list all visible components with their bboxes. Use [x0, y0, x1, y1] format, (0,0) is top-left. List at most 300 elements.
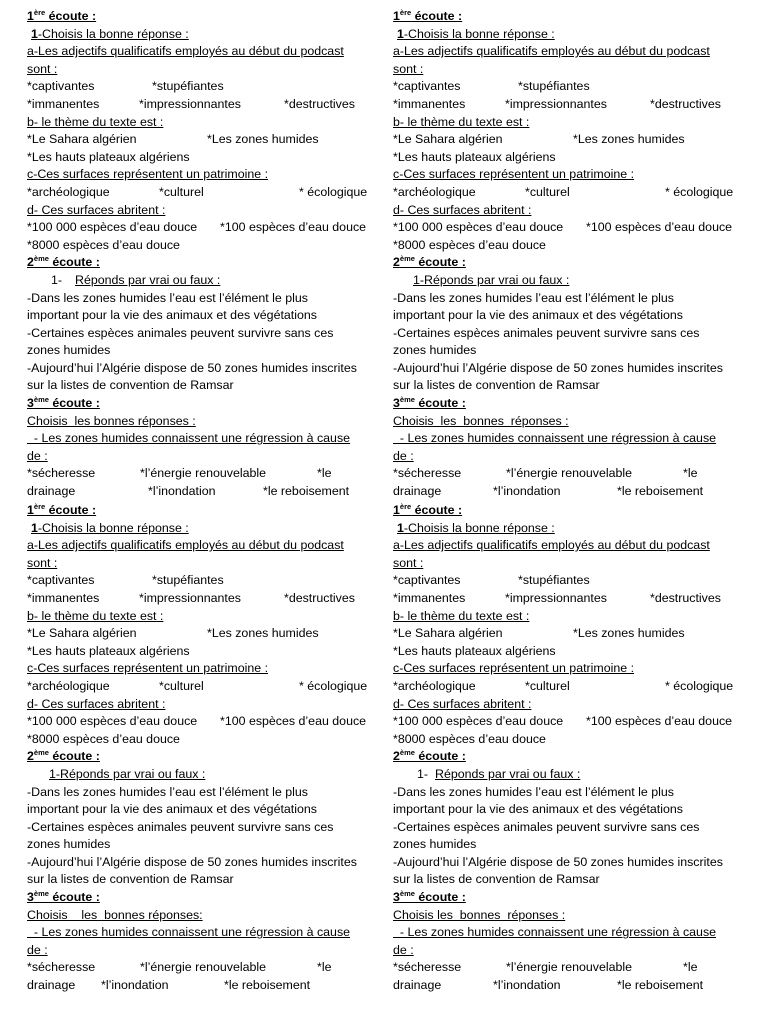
- question-d-line: [393, 202, 743, 220]
- statement-text: -Aujourd’hui l’Algérie dispose de 50 zones humides inscrites: [27, 360, 357, 375]
- regression-text: de :: [27, 448, 48, 463]
- adjective-options: [393, 78, 743, 96]
- option-culturel: *culturel: [525, 678, 570, 693]
- option-ecologique: * écologique: [665, 678, 734, 693]
- option-le: *le: [317, 466, 332, 481]
- statement-text: zones humides: [27, 837, 111, 852]
- option-sahara: *Le Sahara algérien: [393, 132, 503, 147]
- ecoute-1-heading-label: écoute :: [45, 9, 97, 23]
- statement-line: [393, 836, 743, 854]
- option-stupefiantes: *stupéfiantes: [518, 573, 590, 588]
- option-captivantes: *captivantes: [393, 79, 461, 94]
- ecoute-3-heading-superscript: ème: [33, 889, 49, 899]
- statement-line: [393, 819, 743, 837]
- question-c-text: c-Ces surfaces représentent un patrimoine :: [27, 661, 269, 676]
- question-a-line: [27, 555, 377, 573]
- statement-text: zones humides: [393, 837, 477, 852]
- worksheet-copy: [27, 502, 377, 995]
- choose-text: Choisis les bonnes réponses:: [27, 907, 203, 922]
- especes-options: [393, 219, 743, 237]
- true-false-text: 1-Réponds par vrai ou faux :: [49, 766, 206, 781]
- option-reboisement: *le reboisement: [224, 978, 311, 993]
- ecoute-2-heading-label: écoute :: [48, 749, 100, 764]
- statement-line: [27, 836, 377, 854]
- especes-options: [27, 713, 377, 731]
- statement-line: [27, 290, 377, 308]
- question-a-text: a-Les adjectifs qualificatifs employés au début du podcast: [393, 538, 710, 553]
- option-drainage: drainage: [393, 978, 442, 993]
- theme-options: [393, 149, 743, 167]
- option-archeologique: *archéologique: [393, 184, 476, 199]
- theme-options: [27, 131, 377, 149]
- ecoute-3-heading: [393, 889, 743, 907]
- regression-text: - Les zones humides connaissent une régression à cause: [27, 431, 351, 446]
- option-culturel: *culturel: [159, 678, 204, 693]
- ecoute-2-heading: [393, 748, 743, 766]
- ecoute-3-heading-label: écoute :: [414, 890, 466, 905]
- ecoute-1-heading: [393, 8, 743, 26]
- regression-question: [27, 924, 377, 942]
- cause-options: [393, 959, 743, 977]
- option-100-especes: *100 espèces d’eau douce: [220, 714, 367, 729]
- statement-text: -Aujourd’hui l’Algérie dispose de 50 zones humides inscrites: [393, 854, 723, 869]
- option-energie-renouvelable: *l’énergie renouvelable: [140, 466, 267, 481]
- statement-line: [393, 854, 743, 872]
- ecoute-1-heading: [393, 502, 743, 520]
- option-energie-renouvelable: *l’énergie renouvelable: [506, 466, 633, 481]
- question-a-line: [27, 43, 377, 61]
- option-archeologique: *archéologique: [393, 678, 476, 693]
- statement-line: [27, 854, 377, 872]
- option-drainage: drainage: [27, 484, 76, 499]
- question-d-text: d- Ces surfaces abritent :: [393, 696, 532, 711]
- option-energie-renouvelable: *l’énergie renouvelable: [506, 960, 633, 975]
- choose-text: Choisis les bonnes réponses :: [393, 413, 569, 428]
- option-hauts-plateaux: *Les hauts plateaux algériens: [27, 149, 190, 164]
- option-immanentes: *immanentes: [393, 96, 466, 111]
- option-captivantes: *captivantes: [393, 573, 461, 588]
- ecoute-1-heading-number: 1: [27, 9, 34, 23]
- option-100000-especes: *100 000 espèces d’eau douce: [27, 714, 198, 729]
- question-a-text: sont :: [27, 61, 58, 76]
- option-archeologique: *archéologique: [27, 184, 110, 199]
- option-100-especes: *100 espèces d’eau douce: [586, 714, 733, 729]
- option-secheresse: *sécheresse: [27, 466, 96, 481]
- question-b-line: [393, 608, 743, 626]
- question-1-text: -Choisis la bonne réponse :: [403, 520, 555, 535]
- choose-instruction: [393, 413, 743, 431]
- statement-text: sur la listes de convention de Ramsar: [27, 872, 234, 887]
- option-secheresse: *sécheresse: [393, 466, 462, 481]
- question-d-line: [393, 696, 743, 714]
- choose-text: Choisis les bonnes réponses :: [27, 413, 196, 428]
- ecoute-1-heading-superscript: ère: [399, 8, 412, 17]
- ecoute-1-heading-superscript: ère: [399, 502, 412, 511]
- regression-question: [27, 448, 377, 466]
- statement-text: -Dans les zones humides l’eau est l’élément le plus: [393, 784, 674, 799]
- question-c-text: c-Ces surfaces représentent un patrimoine :: [393, 167, 635, 182]
- question-1-text: -Choisis la bonne réponse :: [37, 26, 189, 41]
- option-destructives: *destructives: [284, 590, 355, 605]
- question-1-heading: [393, 520, 743, 538]
- true-false-instruction: [27, 272, 377, 290]
- option-impressionnantes: *impressionnantes: [505, 590, 607, 605]
- option-le: *le: [317, 960, 332, 975]
- question-a-line: [27, 61, 377, 79]
- ecoute-2-heading-superscript: ème: [33, 748, 49, 758]
- option-drainage: drainage: [27, 978, 76, 993]
- ecoute-3-heading-label: écoute :: [414, 396, 466, 411]
- ecoute-3-heading-number: 3: [393, 890, 400, 905]
- worksheet-copy: [27, 8, 377, 501]
- question-a-line: [393, 43, 743, 61]
- ecoute-2-heading-label: écoute :: [414, 255, 466, 270]
- choose-instruction: [27, 413, 377, 431]
- ecoute-3-heading: [27, 395, 377, 413]
- question-c-line: [27, 166, 377, 184]
- statement-text: sur la listes de convention de Ramsar: [393, 378, 600, 393]
- statement-text: zones humides: [27, 343, 111, 358]
- ecoute-3-heading-superscript: ème: [399, 889, 415, 899]
- option-impressionnantes: *impressionnantes: [139, 96, 241, 111]
- question-1-number: 1: [397, 520, 404, 535]
- statement-line: [27, 871, 377, 889]
- option-stupefiantes: *stupéfiantes: [518, 79, 590, 94]
- question-c-line: [27, 660, 377, 678]
- question-c-text: c-Ces surfaces représentent un patrimoine :: [27, 167, 269, 182]
- true-false-text: Réponds par vrai ou faux :: [435, 766, 581, 781]
- option-reboisement: *le reboisement: [263, 484, 350, 499]
- question-b-text: b- le thème du texte est :: [393, 608, 530, 623]
- statement-line: [27, 360, 377, 378]
- statement-text: important pour la vie des animaux et des végétations: [393, 802, 683, 817]
- statement-line: [27, 801, 377, 819]
- option-sahara: *Le Sahara algérien: [393, 626, 503, 641]
- ecoute-2-heading-number: 2: [27, 255, 34, 270]
- question-d-line: [27, 202, 377, 220]
- ecoute-2-heading: [27, 748, 377, 766]
- regression-question: [27, 430, 377, 448]
- statement-text: -Dans les zones humides l’eau est l’élément le plus: [27, 290, 308, 305]
- patrimoine-options: [27, 678, 377, 696]
- statement-text: zones humides: [393, 343, 477, 358]
- patrimoine-options: [393, 184, 743, 202]
- statement-line: [393, 801, 743, 819]
- worksheet-copy: [393, 8, 743, 501]
- regression-text: de :: [393, 942, 414, 957]
- adjective-options: [27, 96, 377, 114]
- question-a-text: sont :: [393, 61, 424, 76]
- statement-line: [27, 307, 377, 325]
- option-100-especes: *100 espèces d’eau douce: [586, 220, 733, 235]
- adjective-options: [393, 572, 743, 590]
- question-b-text: b- le thème du texte est :: [393, 114, 530, 129]
- option-energie-renouvelable: *l’énergie renouvelable: [140, 960, 267, 975]
- question-d-line: [27, 696, 377, 714]
- adjective-options: [393, 96, 743, 114]
- cause-options: [27, 483, 377, 501]
- question-1-heading: [27, 520, 377, 538]
- option-reboisement: *le reboisement: [617, 484, 704, 499]
- option-zones-humides: *Les zones humides: [573, 132, 685, 147]
- question-a-text: a-Les adjectifs qualificatifs employés au début du podcast: [393, 44, 710, 59]
- cause-options: [393, 977, 743, 995]
- statement-line: [393, 307, 743, 325]
- ecoute-3-heading-label: écoute :: [48, 396, 100, 411]
- option-drainage: drainage: [393, 484, 442, 499]
- question-a-line: [393, 555, 743, 573]
- option-immanentes: *immanentes: [393, 590, 466, 605]
- option-archeologique: *archéologique: [27, 678, 110, 693]
- question-a-text: sont :: [27, 555, 58, 570]
- question-b-line: [27, 608, 377, 626]
- ecoute-3-heading: [27, 889, 377, 907]
- regression-question: [393, 448, 743, 466]
- question-1-text: -Choisis la bonne réponse :: [403, 26, 555, 41]
- question-1-number: 1: [31, 26, 38, 41]
- option-reboisement: *le reboisement: [617, 978, 704, 993]
- adjective-options: [27, 590, 377, 608]
- regression-text: - Les zones humides connaissent une régression à cause: [27, 925, 351, 940]
- option-inondation: *l’inondation: [101, 978, 169, 993]
- question-b-text: b- le thème du texte est :: [27, 114, 164, 129]
- statement-text: important pour la vie des animaux et des végétations: [27, 308, 317, 323]
- statement-line: [393, 342, 743, 360]
- ecoute-3-heading: [393, 395, 743, 413]
- statement-text: -Certaines espèces animales peuvent survivre sans ces: [27, 819, 334, 834]
- choose-text: Choisis les bonnes réponses :: [393, 907, 566, 922]
- cause-options: [27, 977, 377, 995]
- question-b-line: [393, 114, 743, 132]
- option-impressionnantes: *impressionnantes: [139, 590, 241, 605]
- statement-line: [27, 784, 377, 802]
- statement-line: [393, 325, 743, 343]
- option-hauts-plateaux: *Les hauts plateaux algériens: [393, 149, 556, 164]
- question-1-heading: [393, 26, 743, 44]
- ecoute-3-heading-superscript: ème: [33, 395, 49, 405]
- regression-question: [393, 430, 743, 448]
- statement-line: [27, 342, 377, 360]
- option-destructives: *destructives: [284, 96, 355, 111]
- regression-question: [393, 924, 743, 942]
- option-ecologique: * écologique: [665, 184, 734, 199]
- question-c-text: c-Ces surfaces représentent un patrimoine :: [393, 661, 635, 676]
- question-d-text: d- Ces surfaces abritent :: [27, 696, 166, 711]
- especes-options: [393, 731, 743, 749]
- cause-options: [393, 483, 743, 501]
- cause-options: [27, 959, 377, 977]
- question-a-text: a-Les adjectifs qualificatifs employés au début du podcast: [27, 538, 344, 553]
- statement-text: sur la listes de convention de Ramsar: [393, 872, 600, 887]
- option-secheresse: *sécheresse: [27, 960, 96, 975]
- option-zones-humides: *Les zones humides: [207, 132, 319, 147]
- statement-line: [27, 819, 377, 837]
- ecoute-1-heading-label: écoute :: [411, 503, 463, 517]
- question-1-text: -Choisis la bonne réponse :: [37, 520, 189, 535]
- question-d-text: d- Ces surfaces abritent :: [27, 202, 166, 217]
- option-le: *le: [683, 960, 698, 975]
- regression-text: - Les zones humides connaissent une régression à cause: [393, 431, 717, 446]
- option-8000-especes: *8000 espèces d’eau douce: [393, 731, 546, 746]
- statement-text: -Dans les zones humides l’eau est l’élément le plus: [393, 290, 674, 305]
- especes-options: [27, 237, 377, 255]
- option-immanentes: *immanentes: [27, 590, 100, 605]
- ecoute-3-heading-number: 3: [27, 396, 34, 411]
- especes-options: [27, 219, 377, 237]
- regression-text: de :: [27, 942, 48, 957]
- ecoute-1-heading-label: écoute :: [45, 503, 97, 517]
- true-false-number: 1-: [51, 272, 63, 287]
- ecoute-3-heading-number: 3: [27, 890, 34, 905]
- question-a-line: [393, 61, 743, 79]
- statement-line: [27, 325, 377, 343]
- regression-text: de :: [393, 448, 414, 463]
- option-8000-especes: *8000 espèces d’eau douce: [393, 237, 546, 252]
- option-zones-humides: *Les zones humides: [207, 626, 319, 641]
- ecoute-2-heading: [393, 254, 743, 272]
- statement-text: -Aujourd’hui l’Algérie dispose de 50 zones humides inscrites: [393, 360, 723, 375]
- statement-text: important pour la vie des animaux et des végétations: [27, 802, 317, 817]
- true-false-number: 1-: [417, 766, 429, 781]
- cause-options: [27, 465, 377, 483]
- ecoute-2-heading-superscript: ème: [399, 748, 415, 758]
- option-sahara: *Le Sahara algérien: [27, 626, 137, 641]
- option-inondation: *l’inondation: [148, 484, 216, 499]
- true-false-instruction: [393, 766, 743, 784]
- adjective-options: [27, 572, 377, 590]
- theme-options: [393, 131, 743, 149]
- ecoute-1-heading-number: 1: [393, 503, 400, 517]
- ecoute-3-heading-number: 3: [393, 396, 400, 411]
- ecoute-2-heading-label: écoute :: [414, 749, 466, 764]
- question-1-heading: [27, 26, 377, 44]
- true-false-instruction: [393, 272, 743, 290]
- choose-instruction: [27, 907, 377, 925]
- option-stupefiantes: *stupéfiantes: [152, 573, 224, 588]
- option-100000-especes: *100 000 espèces d’eau douce: [393, 714, 564, 729]
- regression-text: - Les zones humides connaissent une régression à cause: [393, 925, 717, 940]
- adjective-options: [393, 590, 743, 608]
- option-secheresse: *sécheresse: [393, 960, 462, 975]
- patrimoine-options: [393, 678, 743, 696]
- especes-options: [393, 237, 743, 255]
- ecoute-2-heading: [27, 254, 377, 272]
- option-culturel: *culturel: [159, 184, 204, 199]
- option-destructives: *destructives: [650, 96, 721, 111]
- option-zones-humides: *Les zones humides: [573, 626, 685, 641]
- ecoute-2-heading-number: 2: [393, 255, 400, 270]
- option-ecologique: * écologique: [299, 678, 368, 693]
- ecoute-1-heading-superscript: ère: [33, 502, 46, 511]
- statement-text: -Certaines espèces animales peuvent survivre sans ces: [27, 325, 334, 340]
- ecoute-2-heading-number: 2: [27, 749, 34, 764]
- ecoute-2-heading-label: écoute :: [48, 255, 100, 270]
- question-1-number: 1: [31, 520, 38, 535]
- option-100-especes: *100 espèces d’eau douce: [220, 220, 367, 235]
- statement-line: [393, 290, 743, 308]
- question-c-line: [393, 166, 743, 184]
- question-b-line: [27, 114, 377, 132]
- option-ecologique: * écologique: [299, 184, 368, 199]
- true-false-instruction: [27, 766, 377, 784]
- option-stupefiantes: *stupéfiantes: [152, 79, 224, 94]
- option-inondation: *l’inondation: [493, 484, 561, 499]
- question-c-line: [393, 660, 743, 678]
- ecoute-2-heading-superscript: ème: [399, 254, 415, 264]
- ecoute-1-heading: [27, 8, 377, 26]
- true-false-text: Réponds par vrai ou faux :: [75, 272, 221, 287]
- theme-options: [27, 625, 377, 643]
- ecoute-1-heading-superscript: ère: [33, 8, 46, 17]
- statement-text: sur la listes de convention de Ramsar: [27, 378, 234, 393]
- statement-text: -Dans les zones humides l’eau est l’élément le plus: [27, 784, 308, 799]
- option-hauts-plateaux: *Les hauts plateaux algériens: [27, 643, 190, 658]
- theme-options: [393, 625, 743, 643]
- question-a-line: [27, 537, 377, 555]
- especes-options: [27, 731, 377, 749]
- option-captivantes: *captivantes: [27, 573, 95, 588]
- statement-text: -Aujourd’hui l’Algérie dispose de 50 zones humides inscrites: [27, 854, 357, 869]
- theme-options: [27, 149, 377, 167]
- option-le: *le: [683, 466, 698, 481]
- option-culturel: *culturel: [525, 184, 570, 199]
- option-100000-especes: *100 000 espèces d’eau douce: [393, 220, 564, 235]
- question-1-number: 1: [397, 26, 404, 41]
- statement-line: [27, 377, 377, 395]
- option-captivantes: *captivantes: [27, 79, 95, 94]
- statement-text: -Certaines espèces animales peuvent survivre sans ces: [393, 325, 700, 340]
- option-sahara: *Le Sahara algérien: [27, 132, 137, 147]
- option-hauts-plateaux: *Les hauts plateaux algériens: [393, 643, 556, 658]
- theme-options: [27, 643, 377, 661]
- question-a-text: sont :: [393, 555, 424, 570]
- ecoute-2-heading-superscript: ème: [33, 254, 49, 264]
- question-a-text: a-Les adjectifs qualificatifs employés au début du podcast: [27, 44, 344, 59]
- option-impressionnantes: *impressionnantes: [505, 96, 607, 111]
- statement-line: [393, 377, 743, 395]
- option-100000-especes: *100 000 espèces d’eau douce: [27, 220, 198, 235]
- statement-text: -Certaines espèces animales peuvent survivre sans ces: [393, 819, 700, 834]
- ecoute-1-heading-label: écoute :: [411, 9, 463, 23]
- especes-options: [393, 713, 743, 731]
- option-8000-especes: *8000 espèces d’eau douce: [27, 237, 180, 252]
- regression-question: [27, 942, 377, 960]
- ecoute-3-heading-superscript: ème: [399, 395, 415, 405]
- ecoute-2-heading-number: 2: [393, 749, 400, 764]
- ecoute-1-heading-number: 1: [27, 503, 34, 517]
- statement-line: [393, 784, 743, 802]
- option-8000-especes: *8000 espèces d’eau douce: [27, 731, 180, 746]
- option-immanentes: *immanentes: [27, 96, 100, 111]
- question-a-line: [393, 537, 743, 555]
- statement-line: [393, 360, 743, 378]
- option-inondation: *l’inondation: [493, 978, 561, 993]
- statement-text: important pour la vie des animaux et des végétations: [393, 308, 683, 323]
- choose-instruction: [393, 907, 743, 925]
- question-b-text: b- le thème du texte est :: [27, 608, 164, 623]
- option-destructives: *destructives: [650, 590, 721, 605]
- worksheet-copy: [393, 502, 743, 995]
- adjective-options: [27, 78, 377, 96]
- ecoute-3-heading-label: écoute :: [48, 890, 100, 905]
- ecoute-1-heading-number: 1: [393, 9, 400, 23]
- regression-question: [393, 942, 743, 960]
- ecoute-1-heading: [27, 502, 377, 520]
- theme-options: [393, 643, 743, 661]
- cause-options: [393, 465, 743, 483]
- statement-line: [393, 871, 743, 889]
- patrimoine-options: [27, 184, 377, 202]
